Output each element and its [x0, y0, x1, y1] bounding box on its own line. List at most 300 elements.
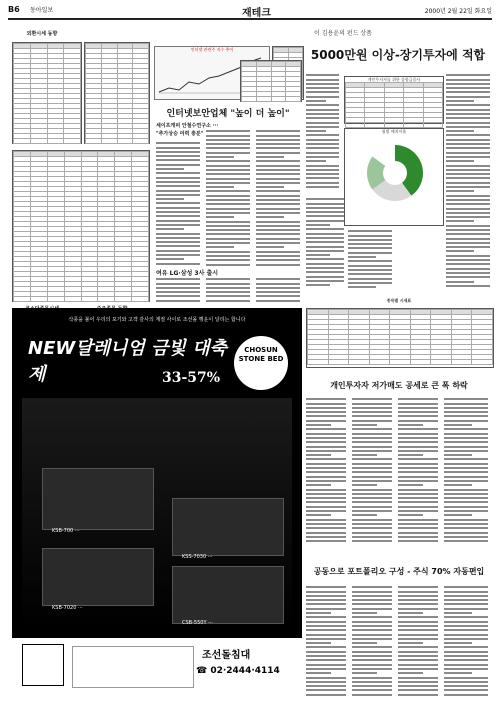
- market-data-table: [12, 150, 150, 302]
- text-line: [306, 220, 344, 222]
- text-line: [444, 642, 472, 644]
- text-line: [306, 681, 346, 683]
- text-line: [306, 165, 339, 167]
- text-line: [156, 198, 184, 200]
- text-line: [306, 182, 339, 184]
- text-line: [352, 441, 392, 443]
- right-table-title: 종목별 시세표: [386, 298, 412, 303]
- text-line: [398, 420, 438, 422]
- table-cell: [271, 97, 286, 102]
- text-line: [444, 603, 488, 605]
- text-line: [306, 233, 344, 235]
- text-line: [256, 152, 300, 154]
- text-line: [352, 612, 377, 614]
- text-line: [306, 514, 331, 516]
- text-line: [306, 109, 339, 111]
- text-line: [352, 497, 392, 499]
- text-line: [398, 411, 438, 413]
- text-line: [398, 625, 438, 627]
- text-line: [446, 281, 474, 283]
- text-line: [444, 424, 472, 426]
- text-line: [306, 599, 346, 601]
- text-line: [444, 599, 488, 601]
- text-line: [306, 147, 339, 149]
- text-line: [446, 190, 474, 192]
- text-line: [352, 664, 392, 666]
- bed-image-1: [42, 468, 154, 530]
- text-line: [306, 126, 339, 128]
- text-line: [398, 591, 438, 593]
- text-line: [306, 433, 346, 435]
- text-line: [306, 437, 346, 439]
- text-line: [256, 291, 300, 293]
- text-line: [156, 194, 200, 196]
- text-line: [156, 283, 200, 285]
- donut-chart-box: [344, 128, 444, 226]
- text-line: [352, 501, 392, 503]
- text-line: [256, 165, 300, 167]
- ad-brand: CHOSUN STONE BED: [238, 346, 284, 363]
- text-line: [444, 651, 488, 653]
- text-line: [206, 255, 250, 257]
- text-line: [256, 221, 300, 223]
- table-cell: [115, 297, 132, 302]
- text-line: [156, 185, 200, 187]
- text-line: [256, 225, 300, 227]
- text-line: [206, 300, 250, 302]
- text-line: [348, 252, 392, 254]
- text-line: [256, 208, 300, 210]
- text-line: [206, 186, 234, 188]
- text-line: [206, 216, 234, 218]
- bed-image-4: [172, 566, 284, 624]
- text-line: [306, 276, 344, 278]
- text-line: [352, 677, 392, 679]
- text-line: [306, 203, 344, 205]
- table1-title: 외환시세 동향: [26, 31, 58, 37]
- text-line: [444, 463, 488, 465]
- text-line: [444, 446, 488, 448]
- text-line: [444, 514, 472, 516]
- text-line: [352, 450, 392, 452]
- table-cell: [30, 297, 47, 302]
- ad-product-area: [22, 398, 292, 628]
- text-line: [446, 272, 490, 274]
- text-line: [306, 198, 344, 200]
- text-line: [398, 463, 438, 465]
- text-line: [348, 278, 392, 280]
- text-line: [306, 677, 346, 679]
- text-line: [352, 651, 392, 653]
- text-line: [256, 203, 300, 205]
- right-article-col1b: [306, 196, 346, 290]
- text-line: [306, 493, 346, 495]
- text-line: [256, 147, 300, 149]
- text-line: [398, 424, 423, 426]
- text-line: [306, 420, 346, 422]
- text-line: [352, 689, 392, 691]
- text-line: [306, 642, 331, 644]
- text-line: [446, 259, 490, 261]
- text-line: [206, 278, 250, 280]
- right-mid-col3: [398, 396, 440, 546]
- text-line: [156, 177, 200, 179]
- text-line: [352, 428, 392, 430]
- text-line: [444, 407, 488, 409]
- right-mid-col1: [306, 396, 348, 546]
- text-line: [446, 122, 490, 124]
- text-line: [444, 694, 488, 696]
- text-line: [206, 165, 250, 167]
- text-line: [352, 519, 392, 521]
- text-line: [306, 403, 346, 405]
- text-line: [398, 621, 438, 623]
- text-line: [256, 190, 300, 192]
- text-line: [306, 603, 346, 605]
- text-line: [206, 203, 250, 205]
- text-line: [206, 225, 250, 227]
- text-line: [256, 212, 300, 214]
- text-line: [398, 523, 438, 525]
- text-line: [352, 407, 392, 409]
- text-line: [444, 398, 488, 400]
- text-line: [206, 287, 250, 289]
- text-line: [398, 638, 438, 640]
- table-cell: [431, 360, 452, 365]
- text-line: [352, 476, 392, 478]
- text-line: [444, 489, 488, 491]
- text-line: [306, 224, 330, 226]
- text-line: [256, 178, 300, 180]
- text-line: [156, 207, 200, 209]
- text-line: [306, 454, 331, 456]
- table-row: [86, 139, 149, 144]
- text-line: [306, 655, 346, 657]
- text-line: [306, 280, 344, 282]
- text-line: [398, 501, 438, 503]
- index-table: [240, 60, 302, 102]
- text-line: [398, 506, 438, 508]
- text-line: [256, 173, 300, 175]
- mid-article-col3: [256, 128, 302, 266]
- text-line: [352, 603, 392, 605]
- text-line: [398, 603, 438, 605]
- text-line: [444, 501, 488, 503]
- right-mid-col4: [444, 396, 490, 546]
- text-line: [398, 458, 438, 460]
- text-line: [306, 519, 346, 521]
- right-low-col2: [352, 584, 394, 696]
- table-cell: [64, 297, 81, 302]
- text-line: [156, 155, 200, 157]
- text-line: [352, 415, 392, 417]
- text-line: [446, 113, 490, 115]
- text-line: [444, 612, 472, 614]
- text-line: [444, 586, 488, 588]
- text-line: [446, 160, 474, 162]
- text-line: [352, 536, 392, 538]
- text-line: [444, 536, 488, 538]
- text-line: [156, 147, 200, 149]
- text-line: [398, 489, 438, 491]
- text-line: [398, 467, 438, 469]
- text-line: [256, 156, 284, 158]
- text-line: [306, 591, 346, 593]
- ad-cert-box: [72, 646, 194, 688]
- right-sub-headline: 개인투자자 저가매도 공세로 큰 폭 하락: [330, 381, 468, 390]
- bed-image-2: [172, 498, 284, 556]
- text-line: [206, 182, 250, 184]
- text-line: [306, 497, 346, 499]
- text-line: [446, 74, 490, 76]
- text-line: [352, 659, 392, 661]
- text-line: [306, 79, 339, 81]
- text-line: [306, 122, 339, 124]
- table-cell: [451, 360, 472, 365]
- text-line: [444, 689, 488, 691]
- text-line: [352, 621, 392, 623]
- text-line: [306, 510, 346, 512]
- text-line: [306, 246, 344, 248]
- text-line: [444, 659, 488, 661]
- mid-lower-col3: [256, 276, 302, 304]
- text-line: [444, 608, 488, 610]
- text-line: [398, 480, 438, 482]
- text-line: [306, 536, 346, 538]
- text-line: [352, 685, 392, 687]
- table-cell: [14, 139, 31, 144]
- text-line: [256, 195, 300, 197]
- text-line: [398, 510, 438, 512]
- text-line: [206, 283, 250, 285]
- text-line: [444, 519, 488, 521]
- table-cell: [86, 139, 102, 144]
- text-line: [352, 642, 377, 644]
- text-line: [444, 480, 488, 482]
- mid-lower-col1: [156, 276, 202, 304]
- text-line: [444, 591, 488, 593]
- text-line: [352, 599, 392, 601]
- text-line: [306, 134, 339, 136]
- text-line: [306, 258, 344, 260]
- text-line: [352, 437, 392, 439]
- table-row: [308, 360, 493, 365]
- right-table-title-row: [306, 298, 492, 306]
- text-line: [446, 225, 490, 227]
- rate-table-b: [84, 42, 150, 144]
- text-line: [398, 407, 438, 409]
- text-line: [306, 458, 346, 460]
- text-line: [306, 74, 339, 76]
- text-line: [256, 233, 300, 235]
- table-row: [14, 297, 149, 302]
- text-line: [446, 100, 474, 102]
- text-line: [352, 608, 392, 610]
- text-line: [306, 139, 339, 141]
- ad-discount: 33-57%: [162, 370, 221, 386]
- text-line: [156, 190, 200, 192]
- text-line: [306, 489, 346, 491]
- text-line: [398, 428, 438, 430]
- text-line: [446, 147, 490, 149]
- table-cell: [328, 360, 349, 365]
- text-line: [306, 211, 344, 213]
- right-mid-col2: [352, 396, 394, 546]
- text-line: [156, 300, 200, 302]
- text-line: [156, 151, 200, 153]
- text-line: [352, 638, 392, 640]
- text-line: [398, 532, 438, 534]
- text-line: [352, 458, 392, 460]
- text-line: [444, 616, 488, 618]
- text-line: [352, 506, 392, 508]
- text-line: [446, 91, 490, 93]
- table-cell: [308, 360, 329, 365]
- ad-footer: [12, 638, 302, 700]
- text-line: [352, 634, 392, 636]
- text-line: [446, 203, 490, 205]
- text-line: [398, 437, 438, 439]
- table-cell: [384, 123, 403, 128]
- text-line: [348, 256, 376, 258]
- text-line: [156, 142, 200, 144]
- donut-label: 월별 예치이율: [381, 129, 407, 134]
- text-line: [256, 295, 300, 297]
- text-line: [398, 651, 438, 653]
- text-line: [256, 130, 300, 132]
- text-line: [306, 254, 330, 256]
- text-line: [352, 411, 392, 413]
- ad-logo-box: [22, 644, 64, 686]
- table-cell: [132, 297, 149, 302]
- text-line: [306, 113, 339, 115]
- text-line: [156, 287, 200, 289]
- text-line: [306, 428, 346, 430]
- text-line: [206, 139, 250, 141]
- text-line: [206, 190, 250, 192]
- text-line: [446, 96, 490, 98]
- text-line: [444, 497, 488, 499]
- text-line: [306, 215, 344, 217]
- text-line: [306, 241, 344, 243]
- text-line: [306, 586, 346, 588]
- text-line: [206, 259, 250, 261]
- text-line: [256, 199, 300, 201]
- text-line: [352, 591, 392, 593]
- text-line: [306, 659, 346, 661]
- text-line: [444, 634, 488, 636]
- text-line: [352, 532, 392, 534]
- text-line: [352, 454, 377, 456]
- text-line: [444, 450, 488, 452]
- mid-headline: 인터넷보안업체 "높이 더 높이": [166, 109, 290, 119]
- text-line: [256, 160, 300, 162]
- text-line: [398, 433, 438, 435]
- text-line: [398, 677, 438, 679]
- text-line: [206, 160, 250, 162]
- text-line: [156, 172, 200, 174]
- table-cell: [242, 97, 257, 102]
- text-line: [156, 168, 184, 170]
- text-line: [206, 221, 250, 223]
- text-line: [444, 646, 488, 648]
- text-line: [446, 109, 490, 111]
- table-cell: [349, 360, 370, 365]
- text-line: [306, 476, 346, 478]
- text-line: [352, 668, 392, 670]
- text-line: [306, 694, 346, 696]
- text-line: [306, 651, 346, 653]
- text-line: [256, 259, 300, 261]
- text-line: [446, 263, 490, 265]
- text-line: [156, 220, 200, 222]
- bed-image-3: [42, 548, 154, 606]
- text-line: [206, 173, 250, 175]
- text-line: [256, 251, 300, 253]
- table-cell: [472, 360, 493, 365]
- text-line: [348, 230, 392, 232]
- text-line: [306, 173, 339, 175]
- model-label-1: KSB-700 ···: [52, 528, 80, 534]
- text-line: [306, 271, 344, 273]
- text-line: [306, 398, 346, 400]
- text-line: [398, 403, 438, 405]
- text-line: [206, 147, 250, 149]
- text-line: [398, 484, 423, 486]
- table-cell: [101, 139, 117, 144]
- text-line: [398, 595, 438, 597]
- text-line: [348, 265, 392, 267]
- text-line: [352, 646, 392, 648]
- text-line: [306, 143, 339, 145]
- text-line: [256, 278, 300, 280]
- text-line: [444, 672, 472, 674]
- text-line: [306, 160, 326, 162]
- text-line: [206, 233, 250, 235]
- text-line: [306, 646, 346, 648]
- text-line: [306, 407, 346, 409]
- text-line: [444, 510, 488, 512]
- text-line: [352, 480, 392, 482]
- text-line: [446, 229, 490, 231]
- text-line: [306, 228, 344, 230]
- table-cell: [117, 139, 133, 144]
- text-line: [156, 278, 200, 280]
- text-line: [352, 484, 377, 486]
- mid-article-col2: [206, 128, 252, 266]
- text-line: [398, 497, 438, 499]
- section-title: 재테크: [242, 8, 271, 19]
- text-line: [446, 242, 490, 244]
- text-line: [444, 403, 488, 405]
- text-line: [444, 527, 488, 529]
- table-cell: [14, 297, 31, 302]
- text-line: [446, 143, 490, 145]
- text-line: [206, 169, 250, 171]
- chart-caption: 인터넷 관련주 지수 추이: [190, 47, 234, 52]
- text-line: [206, 178, 250, 180]
- text-line: [306, 177, 339, 179]
- text-line: [306, 87, 339, 89]
- text-line: [206, 291, 250, 293]
- text-line: [444, 523, 488, 525]
- text-line: [446, 220, 474, 222]
- text-line: [446, 79, 490, 81]
- text-line: [352, 540, 392, 542]
- table-cell: [47, 139, 64, 144]
- text-line: [444, 540, 488, 542]
- text-line: [206, 264, 250, 266]
